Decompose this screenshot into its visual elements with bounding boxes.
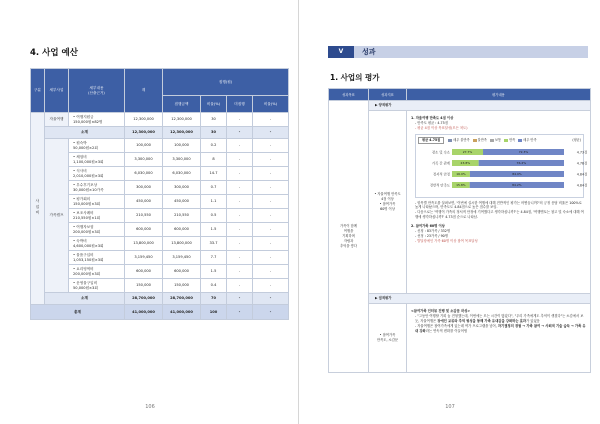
exec-cell: 3,300,000 [163,153,201,167]
exec-cell: 450,000 [163,195,201,209]
business-cell: 자율여행 [45,113,69,127]
satisfaction-chart [415,134,588,198]
table-row [31,195,289,209]
block1-line1: - 만족도 평균 : 4.75점 [415,120,448,125]
exec-cell: 12,300,000 [163,113,201,127]
total-label: 총계 [31,305,125,320]
chart-segment-label: 84.2% [512,182,522,187]
right-page-number: 107 [445,404,455,410]
subtotal-plan: 12,300,000 [125,127,163,139]
plan-cell: 100,000 [125,139,163,153]
unexec-cell: - [227,167,253,181]
rate-cell: 30 [201,113,227,127]
quantitative-phase-label: ▶ 양적평가 [369,101,591,111]
evaluation-table [328,88,591,373]
plan-cell: 450,000 [125,195,163,209]
legend-item [448,138,469,143]
plan-cell: 600,000 [125,265,163,279]
item-cell: • 평가회의 150,000원×3회 [69,195,125,209]
header-unexecuted-rate: 비율(%) [253,96,289,113]
rate-cell: 1.1 [201,195,227,209]
unexec-cell: - [227,113,253,127]
unexec-rate-cell: - [253,153,289,167]
rate-cell: 0.5 [201,209,227,223]
item-cell: • 보조사례비 210,550원×1회 [69,209,125,223]
header-execution-amount: 집행금액 [163,96,201,113]
block2-line3: - 발달장애인 가족 60명 이상 참여 목표달성 [415,239,478,244]
table-row [31,209,289,223]
legend-swatch [473,139,477,142]
budget-table [30,68,289,320]
unexec-rate-cell: - [253,209,289,223]
unexec-cell: - [227,223,253,237]
table-row [31,265,289,279]
chapter-number: V [328,46,354,58]
category-cell [31,113,45,305]
header-plan: 계 [125,69,163,113]
header-goal: 성과목표 [329,89,369,101]
exec-cell: 13,800,000 [163,237,201,251]
rate-cell: 8 [201,153,227,167]
unexec-cell: - [227,181,253,195]
qualitative-note-end: 라는 연속적 변화를 이끌어냄 [425,328,468,333]
legend-item [504,138,515,143]
unexec-cell: - [227,209,253,223]
chart-segment-label: 23.8% [460,160,471,165]
legend-swatch [504,139,508,142]
chapter-banner [328,46,588,58]
total-exec: 41,000,000 [163,305,201,320]
block1-paragraph1: - 항목별 만족도를 살펴보면, '이번에 실시한 여행에 대해 전반적인 평가는 어떻습니까?'의 긍정 응답 비율은 100%로 높게 나타났으며, 만족도도 4.84점으로 높은 점수를 보임. [415,200,582,210]
rate-cell: 1.5 [201,223,227,237]
table-row [31,113,289,127]
chart-segment-label: 27.7% [462,149,473,154]
chart-segment-label: 76.2% [516,160,527,165]
rate-cell: 0.2 [201,139,227,153]
item-cell: • 요리영역비 200,000원×3회 [69,265,125,279]
item-cell: • 여행지원금 150,000원×82명 [69,113,125,127]
budget-table-body [31,113,289,320]
item-cell: • 운영물구입비 50,000원×3회 [69,279,125,293]
chart-average-value: 4.76점 [576,160,588,165]
header-execution-group: 집행(원) [163,69,289,96]
unexec-rate-cell: - [253,195,289,209]
subtotal-rate: 70 [201,293,227,305]
unexec-cell: - [227,195,253,209]
unexec-cell: - [227,139,253,153]
table-row [31,237,289,251]
plan-cell: 210,550 [125,209,163,223]
unexec-rate-cell: - [253,223,289,237]
unexec-cell: - [227,279,253,293]
table-row [31,223,289,237]
header-unexecuted: 미집행 [227,96,253,113]
header-item: 세부내용 (산출근거) [69,69,125,113]
unexec-rate-cell: - [253,113,289,127]
exec-cell: 600,000 [163,265,201,279]
block1-line2: - 평균 4점 이상 목표달성(모든 척도) [415,125,468,130]
goal-cell: 가족이 함께 여행을 기획하며 자립과 추억을 쌓다 [329,101,369,373]
legend-swatch [490,139,494,142]
chart-segment-label: 15.8% [456,182,466,187]
subtotal-label: 소계 [45,293,125,305]
legend-label: 매우 만족 [523,137,537,142]
unexec-rate-cell: - [253,167,289,181]
item-cell: • 우수후기포상 30,000원×10가족 [69,181,125,195]
table-row [31,167,289,181]
block2-title: 2. 참여가족 60명 이상 [411,224,445,229]
exec-cell: 6,030,000 [163,167,201,181]
chapter-title: 성과 [362,48,376,56]
header-indicator: 성과지표 [369,89,407,101]
subtotal-label: 소계 [45,127,125,139]
subtotal-exec: 12,300,000 [163,127,201,139]
header-category: 구분 [31,69,45,113]
qualitative-detail [407,304,591,373]
exec-cell: 600,000 [163,223,201,237]
block2-line2: - 선정 : 23가족 / 90명 [415,234,448,239]
chart-average-header: (평균) [572,137,581,142]
unexec-cell: - [227,237,253,251]
block2-line1: - 신청 : 83가족 / 332명 [415,229,451,234]
legend-label: 만족 [509,137,516,142]
qualitative-quote [415,314,586,324]
subtotal-row [31,293,289,305]
exec-cell: 3,159,450 [163,251,201,265]
plan-cell: 600,000 [125,223,163,237]
qualitative-note-highlight: 자기결정의 경험 → 가족 참여 → 사회적 기술 습득 → 가족 유대 강화 [415,323,586,333]
unexec-cell: - [227,153,253,167]
total-unexec: - [227,305,253,320]
header-result: 평가내용 [407,89,591,101]
exec-cell: 210,550 [163,209,201,223]
page-spine [298,0,299,424]
unexec-rate-cell: - [253,139,289,153]
subtotal-unexec: - [227,127,253,139]
item-cell: • 원숙박 50,000원×2회 [69,139,125,153]
right-page [304,0,596,424]
unexec-cell: - [227,265,253,279]
subtotal-unexec-rate: - [253,293,289,305]
qualitative-quote-text: - "그동안 여행할 기회 놓 전형했는데, 이번에는 모는 시간이 많았다", "우리 가족에게도 추억이 생겼다"는 소감에서 보듯, 자율여행은 [415,313,584,323]
legend-label: 보통 [494,137,502,142]
rate-cell: 33.7 [201,237,227,251]
qualitative-note-text: - 자율여행은 참여가족에게 있는데 여가 프로그램을 넣어, [415,323,498,328]
exec-cell: 150,000 [163,279,201,293]
quantitative-detail [407,111,591,294]
legend-label: 매우 불만족 [453,137,470,142]
qualitative-phase-label: ▶ 질적평가 [369,294,591,304]
chart-category-label: 장소 및 숙소 [431,149,450,154]
chart-legend [448,138,536,143]
legend-item [490,138,501,143]
legend-item [473,138,487,143]
legend-swatch [518,139,522,142]
qualitative-quote-highlight: 장애인 교류와 추억 형성을 통해 가족 유대감을 강화하는 효과 [437,318,527,323]
unexec-rate-cell: - [253,237,289,251]
table-row [31,181,289,195]
table-row [31,279,289,293]
legend-item [518,138,536,143]
total-row [31,305,289,320]
chart-plot [418,145,592,193]
unexec-rate-cell: - [253,181,289,195]
budget-section-title: 4. 사업 예산 [30,48,78,58]
chart-category-label: 정서적 안정 [433,171,450,176]
chart-segment-label: 72.3% [518,149,529,154]
subtotal-row [31,127,289,139]
header-rate: 비율(%) [201,96,227,113]
rate-cell: 0.7 [201,181,227,195]
plan-cell: 6,030,000 [125,167,163,181]
total-unexec-rate: - [253,305,289,320]
exec-cell: 300,000 [163,181,201,195]
table-row [31,251,289,265]
chart-average-value: 4.84점 [576,182,588,187]
subtotal-exec: 28,700,000 [163,293,201,305]
unexec-cell: - [227,251,253,265]
table-row [31,153,289,167]
item-cell: • 식사비 2,010,000원×3회 [69,167,125,181]
subtotal-unexec-rate: - [253,127,289,139]
chart-segment-label: 84.0% [512,171,522,176]
plan-cell: 300,000 [125,181,163,195]
category-label: 사업비 [35,199,40,216]
header-business: 세부사업 [45,69,69,113]
subtotal-unexec: - [227,293,253,305]
item-cell: • 물품구입비 1,053,150원×3회 [69,251,125,265]
exec-cell: 100,000 [163,139,201,153]
block1-title: 1. 자율여행 만족도 4점 이상 [411,116,454,120]
plan-cell: 3,300,000 [125,153,163,167]
unexec-rate-cell: - [253,251,289,265]
legend-swatch [448,139,452,142]
legend-label: 불만족 [477,137,487,142]
unexec-rate-cell: - [253,279,289,293]
chart-average-value: 4.73점 [576,149,588,154]
left-page-number: 106 [145,404,155,410]
chart-category-label: 전반적 만족도 [429,182,450,187]
rate-cell: 0.4 [201,279,227,293]
unexec-rate-cell: - [253,265,289,279]
item-cell: • 숙박비 4,600,000원×3회 [69,237,125,251]
indicator-quantitative: • 자율여행 만족도 4점 이상 • 참여가족 60명 이상 [369,111,407,294]
rate-cell: 7.7 [201,251,227,265]
qualitative-title: <참여가족 인터뷰 진행 및 소감문 작성> [411,309,471,313]
block1-paragraph2: - 다음으로는 '여행이 가족의 정서적 안정에 기여했다고 생각하십니까?'는 4.84점, '여행멘토는 참고 및 숙소에 대해 여행에 생각하십니까?' 4.73점 순으로 나타남. [415,210,584,220]
left-page [4,0,296,424]
plan-cell: 12,300,000 [125,113,163,127]
subtotal-plan: 28,700,000 [125,293,163,305]
rate-cell: 1.5 [201,265,227,279]
rate-cell: 14.7 [201,167,227,181]
subtotal-rate: 30 [201,127,227,139]
chart-segment-label: 16.0% [456,171,466,176]
chart-header [418,137,581,144]
chart-title: 평균 4.75점 [418,137,444,144]
item-cell: • 여행자보험 200,000원×3회 [69,223,125,237]
plan-cell: 150,000 [125,279,163,293]
chart-average-value: 4.84점 [576,171,588,176]
total-rate: 100 [201,305,227,320]
business-cell: 가족캠프 [45,139,69,293]
plan-cell: 13,800,000 [125,237,163,251]
qualitative-quote-end: 가 있었음 [526,318,540,323]
total-plan: 41,000,000 [125,305,163,320]
plan-cell: 3,159,450 [125,251,163,265]
table-row [31,139,289,153]
chart-category-label: 가족 간 관계 [431,160,450,165]
evaluation-section-title: 1. 사업의 평가 [330,73,380,82]
indicator-qualitative: • 참여가족 만족도, 소감문 [369,304,407,373]
item-cell: • 체험비 1,100,000원×3회 [69,153,125,167]
qualitative-note [415,324,586,334]
